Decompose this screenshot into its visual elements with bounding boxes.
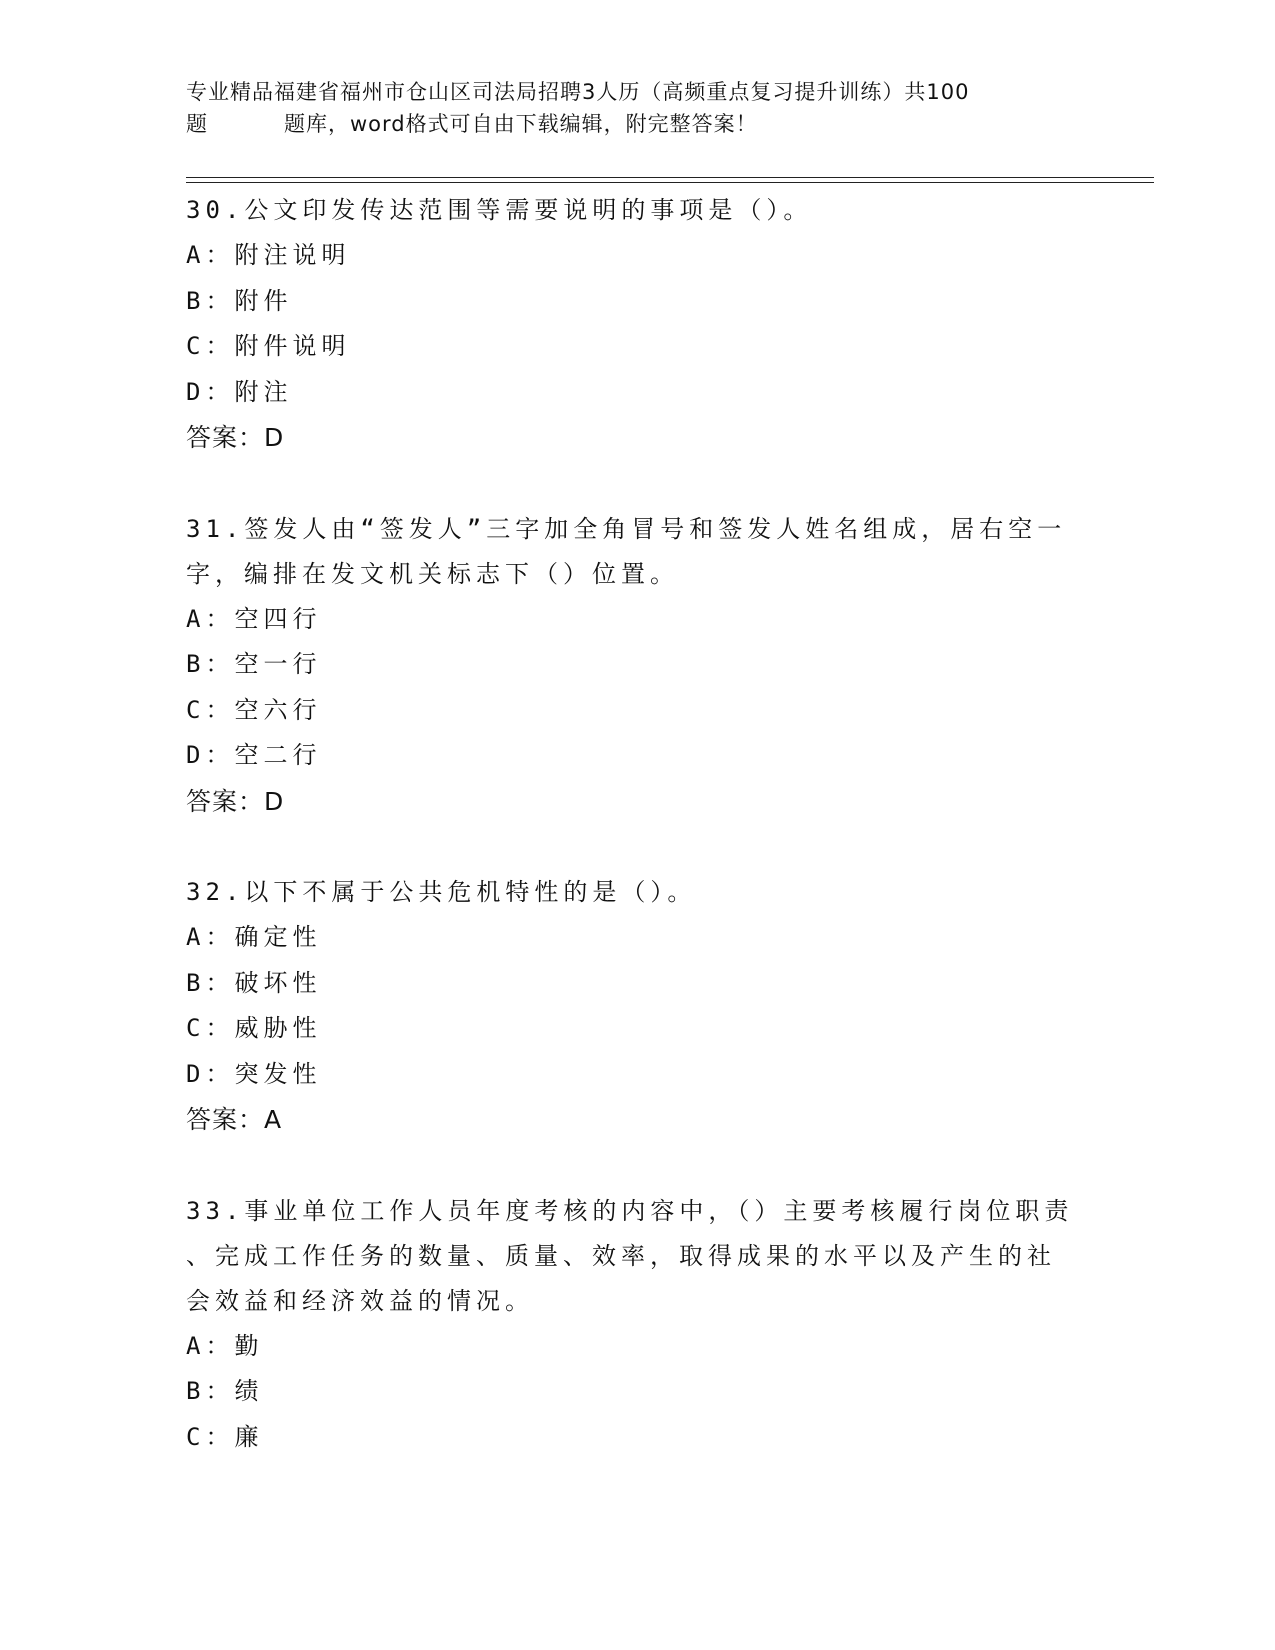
option-d: D：空二行 bbox=[186, 741, 322, 769]
option-c: C：空六行 bbox=[186, 695, 322, 724]
question-33 bbox=[186, 1189, 1086, 1461]
question-text-line-3: 会效益和经济效益的情况。 bbox=[186, 1286, 534, 1315]
header-title-line-2 bbox=[186, 108, 1086, 140]
header-title-line-1: 专业精品福建省福州市仓山区司法局招聘3人历（高频重点复习提升训练）共100 bbox=[186, 80, 970, 104]
header-title-line-2-lead: 题 bbox=[186, 112, 208, 136]
option-d: D：突发性 bbox=[186, 1059, 322, 1088]
option-c: C：廉 bbox=[186, 1422, 264, 1451]
option-d: D：附注 bbox=[186, 377, 293, 406]
question-text-line-1: 33.事业单位工作人员年度考核的内容中，（）主要考核履行岗位职责 bbox=[186, 1196, 1074, 1225]
question-text: 32.以下不属于公共危机特性的是（）。 bbox=[186, 878, 697, 906]
header-title-line-2-rest: 题库，word格式可自由下载编辑，附完整答案！ bbox=[284, 112, 758, 136]
option-b: B：破坏性 bbox=[186, 968, 322, 997]
question-text-line-2: 、完成工作任务的数量、质量、效率，取得成果的水平以及产生的社 bbox=[186, 1241, 1056, 1270]
option-b: B：空一行 bbox=[186, 650, 322, 678]
document-header bbox=[186, 76, 1086, 140]
option-c: C：附件说明 bbox=[186, 332, 351, 360]
question-text: 30.公文印发传达范围等需要说明的事项是（）。 bbox=[186, 196, 813, 224]
option-a: A：附注说明 bbox=[186, 241, 351, 269]
option-a: A：空四行 bbox=[186, 604, 322, 633]
header-divider-top bbox=[186, 177, 1154, 178]
question-30 bbox=[186, 188, 1086, 461]
answer: 答案：D bbox=[186, 786, 285, 816]
question-31 bbox=[186, 507, 1086, 825]
question-32 bbox=[186, 870, 1086, 1143]
question-text-line-2: 字，编排在发文机关标志下（）位置。 bbox=[186, 559, 679, 588]
question-list bbox=[186, 188, 1086, 1506]
header-divider-bottom bbox=[186, 182, 1154, 183]
option-a: A：确定性 bbox=[186, 923, 322, 951]
option-b: B：绩 bbox=[186, 1377, 264, 1405]
option-c: C：威胁性 bbox=[186, 1014, 322, 1042]
option-a: A：勤 bbox=[186, 1331, 264, 1360]
answer: 答案：A bbox=[186, 1105, 283, 1134]
option-b: B：附件 bbox=[186, 286, 293, 315]
question-text-line-1: 31.签发人由“签发人”三字加全角冒号和签发人姓名组成，居右空一 bbox=[186, 514, 1067, 543]
answer: 答案：D bbox=[186, 423, 285, 452]
